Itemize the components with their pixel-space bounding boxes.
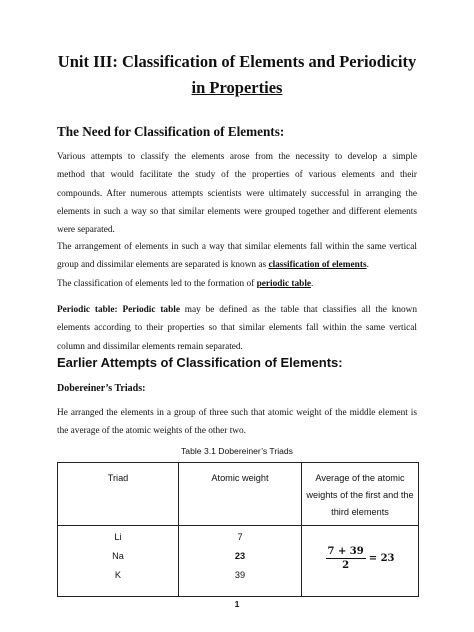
- term-classification-of-elements: classification of elements: [268, 260, 367, 271]
- paragraph-line: method that would facilitate the study of the properties of various elements and their: [57, 170, 417, 181]
- formula-result: = 23: [368, 552, 395, 564]
- paragraph-line: elements according to their properties so that similar elements fall within the same vertical: [57, 323, 417, 334]
- paragraph-line: He arranged the elements in a group of three such that atomic weight of the middle element is: [57, 408, 417, 418]
- paragraph-line: were separated.: [57, 225, 115, 236]
- header-average: [302, 463, 419, 526]
- atomic-weight-value: 39: [234, 570, 246, 580]
- fraction-denominator: 2: [342, 559, 350, 571]
- paragraph-line: elements in such a way so that similar elements were grouped together and different elements: [57, 206, 417, 217]
- section-heading-earlier-attempts: Earlier Attempts of Classification of Elements:: [57, 355, 343, 370]
- table-caption: Table 3.1 Dobereiner’s Triads: [181, 446, 293, 456]
- paragraph-intro: [57, 148, 417, 239]
- paragraph-line: [57, 275, 417, 293]
- header-atomic-weight: Atomic weight: [179, 463, 302, 526]
- fraction-numerator: 7 + 39: [327, 545, 364, 557]
- atomic-weight-value: 23: [234, 551, 246, 561]
- fraction: [326, 546, 366, 571]
- element-symbol: Li: [114, 532, 122, 542]
- text-run: .: [311, 279, 314, 289]
- element-symbol: Na: [112, 551, 124, 561]
- paragraph-line: [57, 301, 417, 319]
- text-run: may be defined as the table that classifies all the known: [179, 305, 417, 315]
- page-number: 1: [234, 599, 240, 609]
- triads-table: [57, 462, 419, 597]
- page-title-line-1: Unit III: Classification of Elements and Periodicity: [57, 52, 417, 71]
- header-average-line: third elements: [331, 507, 389, 517]
- header-average-line: weights of the first and the: [306, 490, 414, 500]
- cell-atomic-weights: [179, 526, 302, 597]
- paragraph-line: [57, 256, 417, 274]
- paragraph-line: the average of the atomic weights of the other two.: [57, 426, 246, 437]
- element-symbol: K: [114, 570, 122, 580]
- header-average-line: Average of the atomic: [315, 473, 405, 483]
- cell-average-formula: [302, 526, 419, 597]
- paragraph-periodic-definition: [57, 301, 417, 356]
- cell-triad-elements: [58, 526, 179, 597]
- text-run: The classification of elements led to the formation of: [57, 279, 257, 289]
- section-heading-need: The Need for Classification of Elements:: [57, 124, 285, 139]
- page-title-line-2: in Properties: [191, 78, 283, 97]
- paragraph-line: column and dissimilar elements remain separated.: [57, 341, 243, 352]
- paragraph-dobereiner: [57, 404, 417, 441]
- term-periodic-table: periodic table: [256, 279, 312, 289]
- subheading-dobereiner: Dobereiner’s Triads:: [57, 383, 146, 394]
- average-formula: [302, 528, 418, 588]
- paragraph-line: compounds. After numerous attempts scientists were ultimately successful in arranging the: [57, 188, 417, 199]
- text-run: .: [366, 260, 369, 271]
- term-periodic-table-definition: Periodic table: Periodic table: [57, 305, 180, 315]
- table-header-row: [58, 463, 419, 526]
- table-row: [58, 526, 419, 597]
- paragraph-line: The arrangement of elements in such a way that similar elements fall within the same vertical: [57, 242, 417, 252]
- header-triad: Triad: [58, 463, 179, 526]
- text-run: group and dissimilar elements are separated is known as: [57, 260, 269, 271]
- atomic-weight-value: 7: [237, 532, 243, 542]
- paragraph-classification: [57, 238, 417, 275]
- paragraph-line: Various attempts to classify the elements arose from the necessity to develop a simple: [57, 152, 417, 162]
- paragraph-periodic-formation: [57, 275, 417, 293]
